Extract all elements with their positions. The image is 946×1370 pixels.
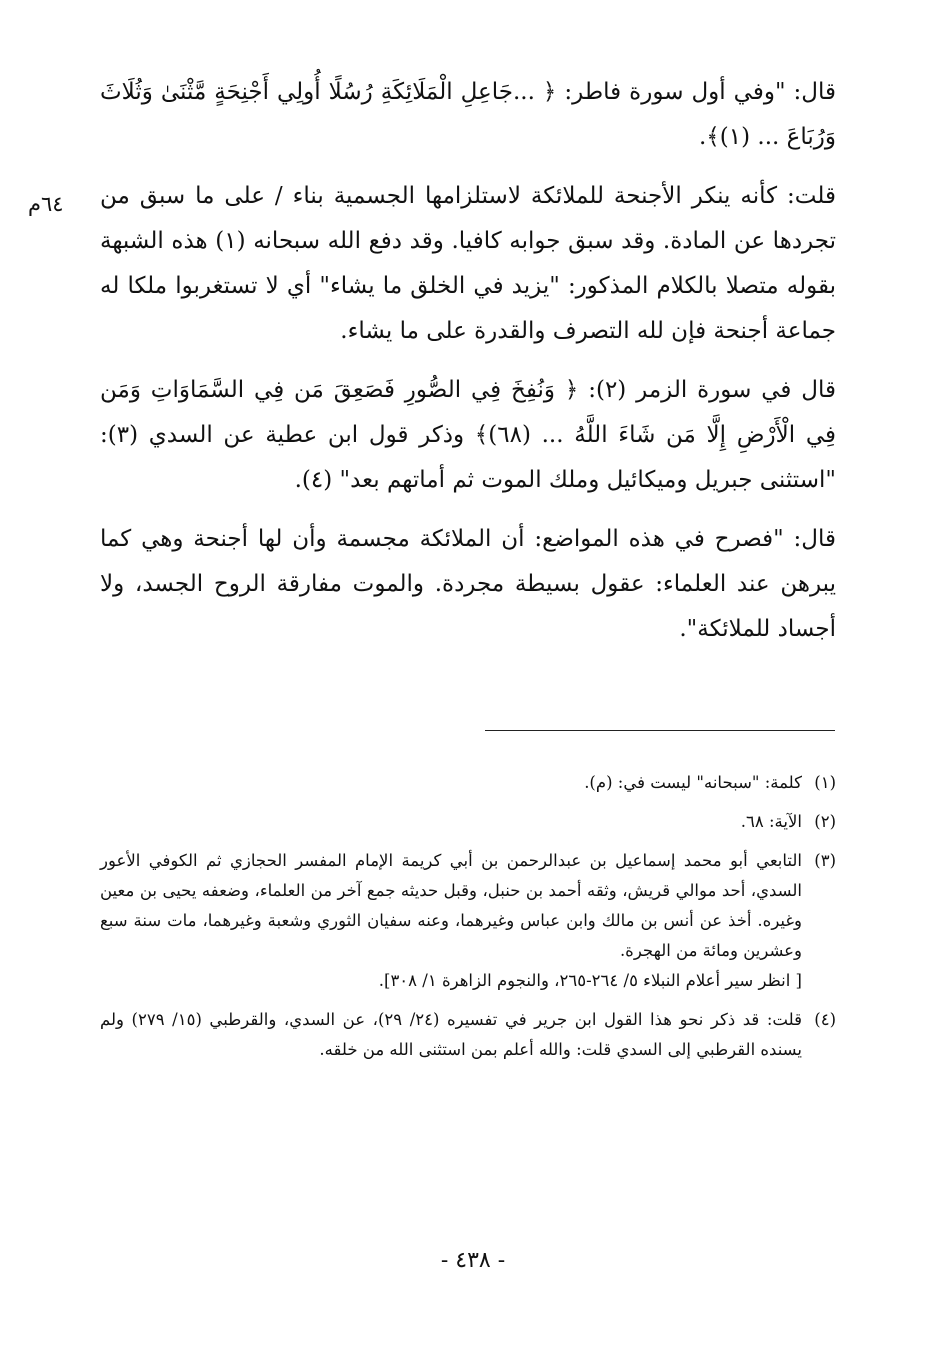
footnote-text: التابعي أبو محمد إسماعيل بن عبدالرحمن بن أبي كريمة الإمام المفسر الحجازي ثم الكوفي الأعور السدي، أحد موالي قريش، وثقه أحمد بن حنبل، وقبل حديثه جمع آخر من العلماء، وضعفه يحيى بن معين وغيره. أخذ عن أنس بن مالك وابن عباس وغيرهما، وعنه سفيان الثوري وشعبة وغيرهما، مات سنة سبع وعشرين ومائة من الهجرة. bbox=[100, 851, 802, 960]
footnotes-section bbox=[100, 768, 836, 1074]
paragraph-zumar-quote: قال في سورة الزمر (٢): ﴿ وَنُفِخَ فِي الصُّورِ فَصَعِقَ مَن فِي السَّمَاوَاتِ وَمَن فِي الْأَرْضِ إِلَّا مَن شَاءَ اللَّهُ ... (٦٨)﴾ وذكر قول ابن عطية عن السدي (٣): "استثنى جبريل وميكائيل وملك الموت ثم أماتهم بعد" (٤). bbox=[100, 377, 836, 493]
page-number: - ٤٣٨ - bbox=[440, 1248, 506, 1273]
footnote-reference: [ انظر سير أعلام النبلاء ٥/ ٢٦٤-٢٦٥، والنجوم الزاهرة ١/ ٣٠٨]. bbox=[378, 971, 802, 990]
footnote-text: الآية: ٦٨. bbox=[740, 812, 802, 831]
footnote-item bbox=[100, 1005, 836, 1065]
footnote-number: (٢) bbox=[814, 812, 836, 831]
footnote-body bbox=[100, 846, 802, 996]
footnote-divider bbox=[485, 730, 835, 731]
main-text-body bbox=[100, 70, 836, 666]
footnote-number: (١) bbox=[814, 773, 836, 792]
footnote-number: (٣) bbox=[814, 851, 836, 870]
footnote-number: (٤) bbox=[814, 1010, 836, 1029]
footnote-text: قلت: قد ذكر نحو هذا القول ابن جرير في تفسيره (٢٤/ ٢٩)، عن السدي، والقرطبي (١٥/ ٢٧٩) ولم يسنده القرطبي إلى السدي قلت: والله أعلم بمن استثنى الله من خلقه. bbox=[100, 1010, 802, 1059]
footnote-item bbox=[100, 807, 836, 837]
paragraph-wings-discussion: قلت: كأنه ينكر الأجنحة للملائكة لاستلزامها الجسمية بناء / على ما سبق من تجردها عن المادة. وقد سبق جوابه كافيا. وقد دفع الله سبحانه (١) هذه الشبهة بقوله متصلا بالكلام المذكور: "يزيد في الخلق ما يشاء" أي لا تستغربوا ملكا له جماعة أجنحة فإن لله التصرف والقدرة على ما يشاء. bbox=[100, 183, 837, 344]
footnote-text: كلمة: "سبحانه" ليست في: (م). bbox=[584, 773, 802, 792]
paragraph-fatir-quote: قال: "وفي أول سورة فاطر: ﴿ ...جَاعِلِ الْمَلَائِكَةِ رُسُلًا أُولِي أَجْنِحَةٍ مَّثْنَىٰ وَثُلَاثَ وَرُبَاعَ ... (١)﴾. bbox=[100, 79, 836, 150]
footnote-item bbox=[100, 846, 836, 996]
margin-manuscript-note: ٦٤م bbox=[28, 192, 64, 216]
footnote-item bbox=[100, 768, 836, 798]
paragraph-angels-embodied: قال: "فصرح في هذه المواضع: أن الملائكة مجسمة وأن لها أجنحة وهي كما يبرهن عند العلماء: عقول بسيطة مجردة. والموت مفارقة الروح الجسد، ولا أجساد للملائكة". bbox=[100, 526, 836, 642]
